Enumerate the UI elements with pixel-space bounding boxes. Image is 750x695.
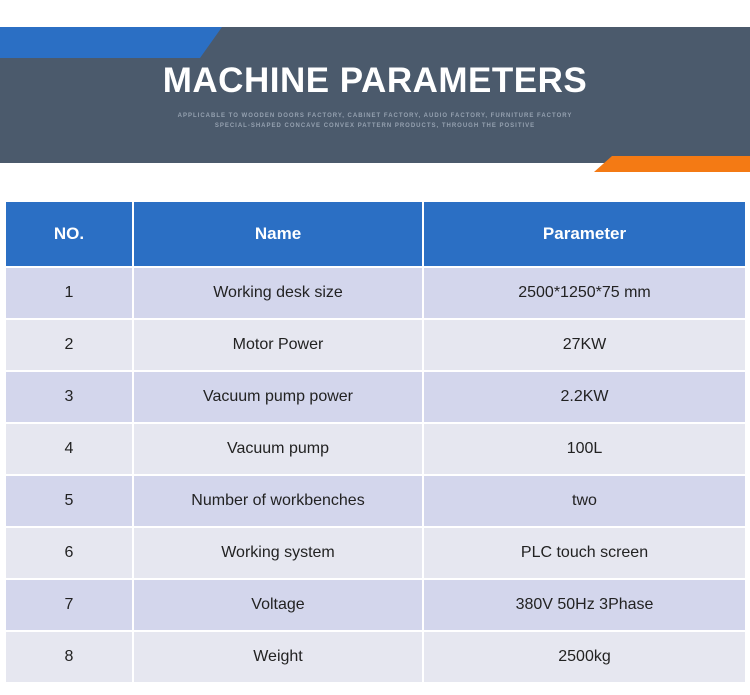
row-parameter: 100L [423, 423, 745, 475]
row-parameter: 380V 50Hz 3Phase [423, 579, 745, 631]
table-row [6, 319, 745, 371]
header-banner [0, 27, 750, 163]
table-row [6, 631, 745, 682]
table-header-row [6, 202, 745, 267]
row-number: 6 [6, 527, 133, 579]
row-parameter: PLC touch screen [423, 527, 745, 579]
row-number: 3 [6, 371, 133, 423]
row-name: Working desk size [133, 267, 423, 319]
row-number: 5 [6, 475, 133, 527]
row-name: Voltage [133, 579, 423, 631]
table-row [6, 527, 745, 579]
subtitle-line-2: SPECIAL-SHAPED CONCAVE CONVEX PATTERN PRODUCTS, THROUGH THE POSITIVE [214, 123, 536, 129]
row-name: Number of workbenches [133, 475, 423, 527]
row-name: Motor Power [133, 319, 423, 371]
row-parameter: 27KW [423, 319, 745, 371]
row-number: 8 [6, 631, 133, 682]
column-header-name: Name [133, 202, 423, 267]
table-row [6, 371, 745, 423]
table-row [6, 423, 745, 475]
row-number: 1 [6, 267, 133, 319]
row-parameter: 2500*1250*75 mm [423, 267, 745, 319]
row-number: 2 [6, 319, 133, 371]
orange-accent-stripe [612, 156, 750, 172]
blue-accent-stripe [0, 27, 200, 58]
table-row [6, 475, 745, 527]
row-number: 4 [6, 423, 133, 475]
parameters-table [6, 202, 745, 682]
row-name: Vacuum pump [133, 423, 423, 475]
page-title: MACHINE PARAMETERS [162, 61, 588, 100]
row-name: Working system [133, 527, 423, 579]
subtitle-line-1: APPLICABLE TO WOODEN DOORS FACTORY, CABINET FACTORY, AUDIO FACTORY, FURNITURE FACTORY [177, 113, 573, 119]
row-parameter: 2500kg [423, 631, 745, 682]
row-parameter: 2.2KW [423, 371, 745, 423]
table-row [6, 579, 745, 631]
row-number: 7 [6, 579, 133, 631]
table-row [6, 267, 745, 319]
row-name: Weight [133, 631, 423, 682]
row-name: Vacuum pump power [133, 371, 423, 423]
column-header-parameter: Parameter [423, 202, 745, 267]
row-parameter: two [423, 475, 745, 527]
column-header-no: NO. [6, 202, 133, 267]
